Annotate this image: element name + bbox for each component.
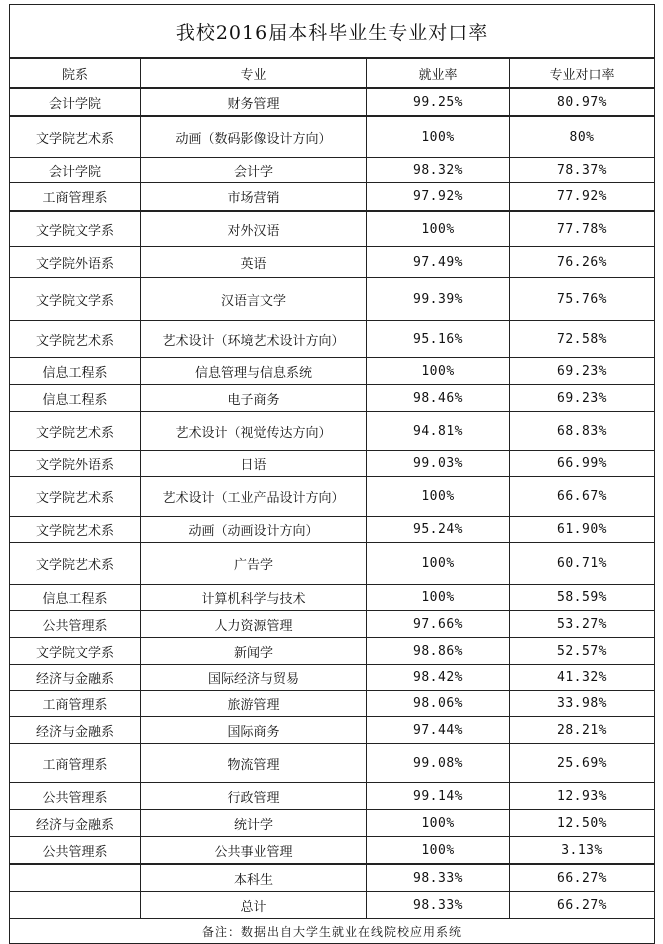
employment-rate-cell: 99.14%	[367, 783, 510, 810]
employment-rate-cell: 100%	[367, 211, 510, 247]
match-rate-cell: 75.76%	[510, 278, 655, 321]
major-cell: 旅游管理	[141, 691, 367, 717]
department-cell: 经济与金融系	[10, 665, 141, 691]
match-rate-cell: 52.57%	[510, 638, 655, 665]
major-cell: 统计学	[141, 810, 367, 837]
major-cell: 新闻学	[141, 638, 367, 665]
department-cell: 文学院艺术系	[10, 412, 141, 451]
column-header-match-rate: 专业对口率	[510, 58, 655, 88]
match-rate-cell: 60.71%	[510, 543, 655, 585]
major-cell: 对外汉语	[141, 211, 367, 247]
match-rate-cell: 61.90%	[510, 517, 655, 543]
table-row	[10, 691, 655, 717]
major-cell: 英语	[141, 247, 367, 278]
employment-rate-cell: 98.06%	[367, 691, 510, 717]
table-row	[10, 611, 655, 638]
employment-rate-cell: 94.81%	[367, 412, 510, 451]
department-cell: 信息工程系	[10, 358, 141, 385]
table-row	[10, 638, 655, 665]
major-cell: 动画（动画设计方向）	[141, 517, 367, 543]
match-rate-cell: 77.92%	[510, 183, 655, 212]
table-row	[10, 810, 655, 837]
major-cell: 日语	[141, 451, 367, 477]
match-rate-cell: 25.69%	[510, 744, 655, 783]
table-row	[10, 247, 655, 278]
table-row	[10, 477, 655, 517]
major-cell: 国际经济与贸易	[141, 665, 367, 691]
employment-rate-cell: 99.03%	[367, 451, 510, 477]
department-cell: 文学院文学系	[10, 278, 141, 321]
match-rate-cell: 69.23%	[510, 385, 655, 412]
major-cell: 市场营销	[141, 183, 367, 212]
major-match-rate-table	[9, 4, 655, 944]
major-cell: 艺术设计（环境艺术设计方向）	[141, 321, 367, 358]
department-cell: 文学院艺术系	[10, 116, 141, 158]
match-rate-cell: 28.21%	[510, 717, 655, 744]
employment-rate-cell: 99.25%	[367, 88, 510, 116]
match-rate-cell: 41.32%	[510, 665, 655, 691]
employment-rate-cell: 100%	[367, 837, 510, 865]
department-cell: 公共管理系	[10, 783, 141, 810]
table-row	[10, 665, 655, 691]
employment-rate-cell: 97.66%	[367, 611, 510, 638]
department-cell: 文学院艺术系	[10, 517, 141, 543]
major-cell: 行政管理	[141, 783, 367, 810]
match-rate-cell: 66.27%	[510, 864, 655, 892]
table-row	[10, 158, 655, 183]
table-row	[10, 412, 655, 451]
employment-rate-cell: 98.42%	[367, 665, 510, 691]
match-rate-cell: 53.27%	[510, 611, 655, 638]
table-row	[10, 321, 655, 358]
employment-rate-cell: 95.24%	[367, 517, 510, 543]
major-cell: 电子商务	[141, 385, 367, 412]
department-cell: 经济与金融系	[10, 810, 141, 837]
match-rate-cell: 68.83%	[510, 412, 655, 451]
match-rate-cell: 77.78%	[510, 211, 655, 247]
match-rate-cell: 80.97%	[510, 88, 655, 116]
department-cell: 工商管理系	[10, 183, 141, 212]
major-cell: 总计	[141, 892, 367, 919]
employment-rate-cell: 100%	[367, 543, 510, 585]
major-cell: 计算机科学与技术	[141, 585, 367, 611]
match-rate-cell: 12.50%	[510, 810, 655, 837]
employment-rate-cell: 97.92%	[367, 183, 510, 212]
employment-rate-cell: 98.46%	[367, 385, 510, 412]
table-row	[10, 517, 655, 543]
department-cell: 文学院艺术系	[10, 477, 141, 517]
employment-rate-cell: 100%	[367, 585, 510, 611]
department-cell: 文学院外语系	[10, 247, 141, 278]
department-cell: 信息工程系	[10, 585, 141, 611]
employment-rate-cell: 98.32%	[367, 158, 510, 183]
major-cell: 信息管理与信息系统	[141, 358, 367, 385]
major-cell: 汉语言文学	[141, 278, 367, 321]
department-cell: 会计学院	[10, 88, 141, 116]
major-cell: 物流管理	[141, 744, 367, 783]
department-cell: 文学院外语系	[10, 451, 141, 477]
match-rate-cell: 72.58%	[510, 321, 655, 358]
match-rate-cell: 33.98%	[510, 691, 655, 717]
table-row	[10, 385, 655, 412]
match-rate-cell: 12.93%	[510, 783, 655, 810]
column-header-department: 院系	[10, 58, 141, 88]
table-row	[10, 183, 655, 212]
match-rate-cell: 58.59%	[510, 585, 655, 611]
major-cell: 广告学	[141, 543, 367, 585]
match-rate-cell: 76.26%	[510, 247, 655, 278]
major-cell: 人力资源管理	[141, 611, 367, 638]
major-cell: 公共事业管理	[141, 837, 367, 865]
table-footnote: 备注：数据出自大学生就业在线院校应用系统	[10, 919, 655, 944]
table-row	[10, 543, 655, 585]
employment-rate-cell: 100%	[367, 477, 510, 517]
department-cell	[10, 864, 141, 892]
table-title: 我校2016届本科毕业生专业对口率	[10, 5, 655, 59]
employment-rate-cell: 97.49%	[367, 247, 510, 278]
table-row	[10, 892, 655, 919]
table-row	[10, 358, 655, 385]
department-cell: 文学院文学系	[10, 638, 141, 665]
employment-table-sheet	[9, 4, 654, 944]
table-row	[10, 585, 655, 611]
match-rate-cell: 66.99%	[510, 451, 655, 477]
match-rate-cell: 66.67%	[510, 477, 655, 517]
column-header-employment-rate: 就业率	[367, 58, 510, 88]
table-row	[10, 837, 655, 865]
match-rate-cell: 66.27%	[510, 892, 655, 919]
department-cell: 经济与金融系	[10, 717, 141, 744]
table-row	[10, 116, 655, 158]
employment-rate-cell: 100%	[367, 358, 510, 385]
employment-rate-cell: 100%	[367, 810, 510, 837]
employment-rate-cell: 98.86%	[367, 638, 510, 665]
match-rate-cell: 80%	[510, 116, 655, 158]
match-rate-cell: 69.23%	[510, 358, 655, 385]
employment-rate-cell: 99.39%	[367, 278, 510, 321]
department-cell: 文学院文学系	[10, 211, 141, 247]
major-cell: 财务管理	[141, 88, 367, 116]
major-cell: 艺术设计（工业产品设计方向）	[141, 477, 367, 517]
major-cell: 国际商务	[141, 717, 367, 744]
department-cell: 文学院艺术系	[10, 543, 141, 585]
match-rate-cell: 3.13%	[510, 837, 655, 865]
department-cell: 公共管理系	[10, 611, 141, 638]
table-row	[10, 451, 655, 477]
column-header-major: 专业	[141, 58, 367, 88]
table-row	[10, 744, 655, 783]
employment-rate-cell: 100%	[367, 116, 510, 158]
department-cell: 文学院艺术系	[10, 321, 141, 358]
employment-rate-cell: 97.44%	[367, 717, 510, 744]
header-row	[10, 58, 655, 88]
table-row	[10, 783, 655, 810]
department-cell: 公共管理系	[10, 837, 141, 865]
department-cell: 工商管理系	[10, 744, 141, 783]
major-cell: 会计学	[141, 158, 367, 183]
department-cell: 信息工程系	[10, 385, 141, 412]
major-cell: 艺术设计（视觉传达方向）	[141, 412, 367, 451]
table-row	[10, 717, 655, 744]
table-row	[10, 211, 655, 247]
table-row	[10, 88, 655, 116]
department-cell: 会计学院	[10, 158, 141, 183]
employment-rate-cell: 98.33%	[367, 864, 510, 892]
employment-rate-cell: 95.16%	[367, 321, 510, 358]
employment-rate-cell: 99.08%	[367, 744, 510, 783]
major-cell: 本科生	[141, 864, 367, 892]
major-cell: 动画（数码影像设计方向）	[141, 116, 367, 158]
match-rate-cell: 78.37%	[510, 158, 655, 183]
department-cell	[10, 892, 141, 919]
table-row	[10, 278, 655, 321]
department-cell: 工商管理系	[10, 691, 141, 717]
table-row	[10, 864, 655, 892]
employment-rate-cell: 98.33%	[367, 892, 510, 919]
